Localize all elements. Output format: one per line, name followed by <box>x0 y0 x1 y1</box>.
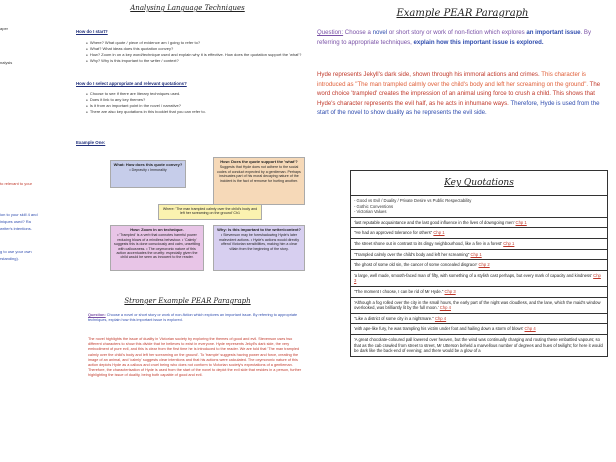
quote-row: 'Although a fog rolled over the city in the small hours, the early part of the night was cloudless, and the lane, which the maid's window overlooked, was brilliantly lit by the full moon.' Chp 4 <box>351 298 607 314</box>
list-item: ● Where? What quote / piece of evidence am I going to refer to? <box>86 40 304 46</box>
page-title: Analysing Language Techniques <box>130 4 245 12</box>
left-partial-page <box>0 0 66 462</box>
key-quotations-table <box>350 170 608 357</box>
quote-row: "Like a district of some city in a nightmare." Chp 4 <box>351 314 607 325</box>
select-heading: How do I select appropriate and relevant quotations? <box>76 81 187 86</box>
list-item: ● How? Zoom in on a key word/technique used and explain why it is effective. How does the quotation support the 'what'? <box>86 52 304 58</box>
left-fragment: writer's intentions. <box>0 226 32 231</box>
what-box: What: How does this quote convey? • Depravity • Immorality <box>110 160 186 188</box>
quote-row: "The moment I choose, I can be rid of Mr Hyde." Chp 3 <box>351 287 607 298</box>
list-item: ● What? What ideas does this quotation convey? <box>86 46 304 52</box>
left-fragment: nalysis <box>0 60 13 65</box>
start-heading: How do I start? <box>76 29 108 34</box>
left-fragment: aper <box>0 26 9 31</box>
left-fragment: to relevant to your <box>0 181 33 186</box>
themes-row: - Good vs Evil / Duality / Private Desire vs Public Respectability - Gothic Conventions - Victorian Values <box>351 196 607 218</box>
analysing-techniques-page <box>66 0 309 462</box>
quotations-header: Key Quotations <box>351 171 607 196</box>
how-box: How: Does the quote support the 'what'? Suggests that Hyde does not adhere to the social codes of conduct expected by a gentleman. Perhaps insinuates part of his moral decaying nature of the incident is the fact of remorse for hurting another. <box>213 157 305 205</box>
example-heading: Example One: <box>76 140 106 145</box>
select-list <box>86 91 304 115</box>
pear-paragraph: Hyde represents Jekyll's dark side, shown through his immoral actions and crimes. This character is introduced as "The man trampled calmly over the child's body and left her screaming on the ground". The word choice 'trampled' creates the impression of an animal using force to crush a child. This shows that Hyde's character represents the evil half, as he acts in inhumane ways. Therefore, Hyde is used from the start of the novel to show duality as he represents the evil side. <box>317 71 601 117</box>
left-fragment: iniques used? Ra <box>0 219 31 224</box>
quote-row: "Trampled calmly over the child's body and left her screaming" Chp 1 <box>351 250 607 261</box>
quote-row: 'a large, well made, smooth-faced man of fifty, with something of a stylish cast perhaps, but every mark of capacity and kindness' Chp 3 <box>351 271 607 287</box>
list-item: ● Why? Why is this important to the writer / context? <box>86 58 304 64</box>
quote-row: 'last reputable acquaintance and the last good influence in the lives of downgoing men' Chp 1 <box>351 218 607 229</box>
list-item: ● Does it link to any key themes? <box>86 97 304 103</box>
pear-title: Example PEAR Paragraph <box>396 8 529 19</box>
quote-row: 'the street shone out in contrast to its dingy neighbourhood, like a fire in a forest' Chp 1 <box>351 239 607 250</box>
where-box: Where: 'The man trampled calmly over the child's body and left her screaming on the ground' Ch1 <box>158 204 262 220</box>
quote-row: 'with ape-like fury, he was trampling his victim under foot and hailing down a storm of blows' Chp 4 <box>351 324 607 335</box>
list-item: ● Is it from an important point in the novel / narrative? <box>86 103 304 109</box>
left-fragment: g to use your own <box>0 249 32 254</box>
pear-question: Question: Choose a novel or short story or work of non-fiction which explores an important issue. By referring to appropriate techniques, explain how this important issue is explored. <box>317 29 592 46</box>
list-item: ● There are also key quotations in this booklet that you can refer to. <box>86 109 304 115</box>
zoom-box: How: Zoom in on technique. • 'Trampled' is a verb that connotes harmful power reducing blows of a mindless behaviour. • 'Calmly' suggests this is done consciously and calm, unsettling with callousness. • The oxymoronic nature of this action accentuates the cruelty: especially given the child would be seen as innocent to the reader. <box>110 225 204 271</box>
example-pear-page <box>309 0 616 462</box>
stronger-paragraph: The novel highlights the issue of duality in Victorian society by exploring the themes of good and evil. Stevenson uses two different characters to show this divide that he believes to exist in everyone. Hyde represents Jekyll's dark side, the very embodiment of pure evil, and this is clear from the first time he is introduced to the reader. We are told that 'The man trampled calmly over the child's body and left her screaming on the ground'. To 'trample' suggests having power and force, creating the image of an animal, and 'calmly' suggests clear intentions and that his actions were calculated. The oxymoronic nature of this action depicts Hyde as a callous and cruel being who does not conform to Victorian society's expectations of a gentleman. Therefore, the characterisation of Hyde is used from the start of the novel to depict the evil side that resides in a person, further highlighting the issue of duality, being both capable of good and evil. <box>88 337 302 378</box>
quote-row: 'the ghost of some old sin, the cancer of some concealed disgrace' Chp 2 <box>351 260 607 271</box>
start-list <box>86 40 304 64</box>
left-fragment: rstanding). <box>0 256 19 261</box>
quote-row: "He had an approved tolerance for others" Chp 1 <box>351 228 607 239</box>
quote-row: 'A great chocolate-coloured pall lowered over heaven, but the wind was continually charging and routing these embattled vapours; so that as the cab crawled from street to street, Mr Utterson beheld a marvellous number of degrees and hues of twilight; for here it would be dark like the back-end of evening; and there would be a glow of a <box>354 336 603 354</box>
left-fragment: ion to your skill 4 and <box>0 212 38 217</box>
stronger-question: Question: Choose a novel or short story or work of non-fiction which explores an important issue. By referring to appropriate techniques, explain how this important issue is explored. <box>88 313 298 323</box>
stronger-title: Stronger Example PEAR Paragraph <box>124 297 251 305</box>
list-item: ● Choose to see if there are literary techniques used. <box>86 91 304 97</box>
why-box: Why: Is this important to the writer/context? • Stevenson may be foreshadowing Hyde's later malevolent actions. • Hyde's actions would directly offend Victorian sensibilities, making him a clear villain from the beginning of the story. <box>213 225 305 271</box>
